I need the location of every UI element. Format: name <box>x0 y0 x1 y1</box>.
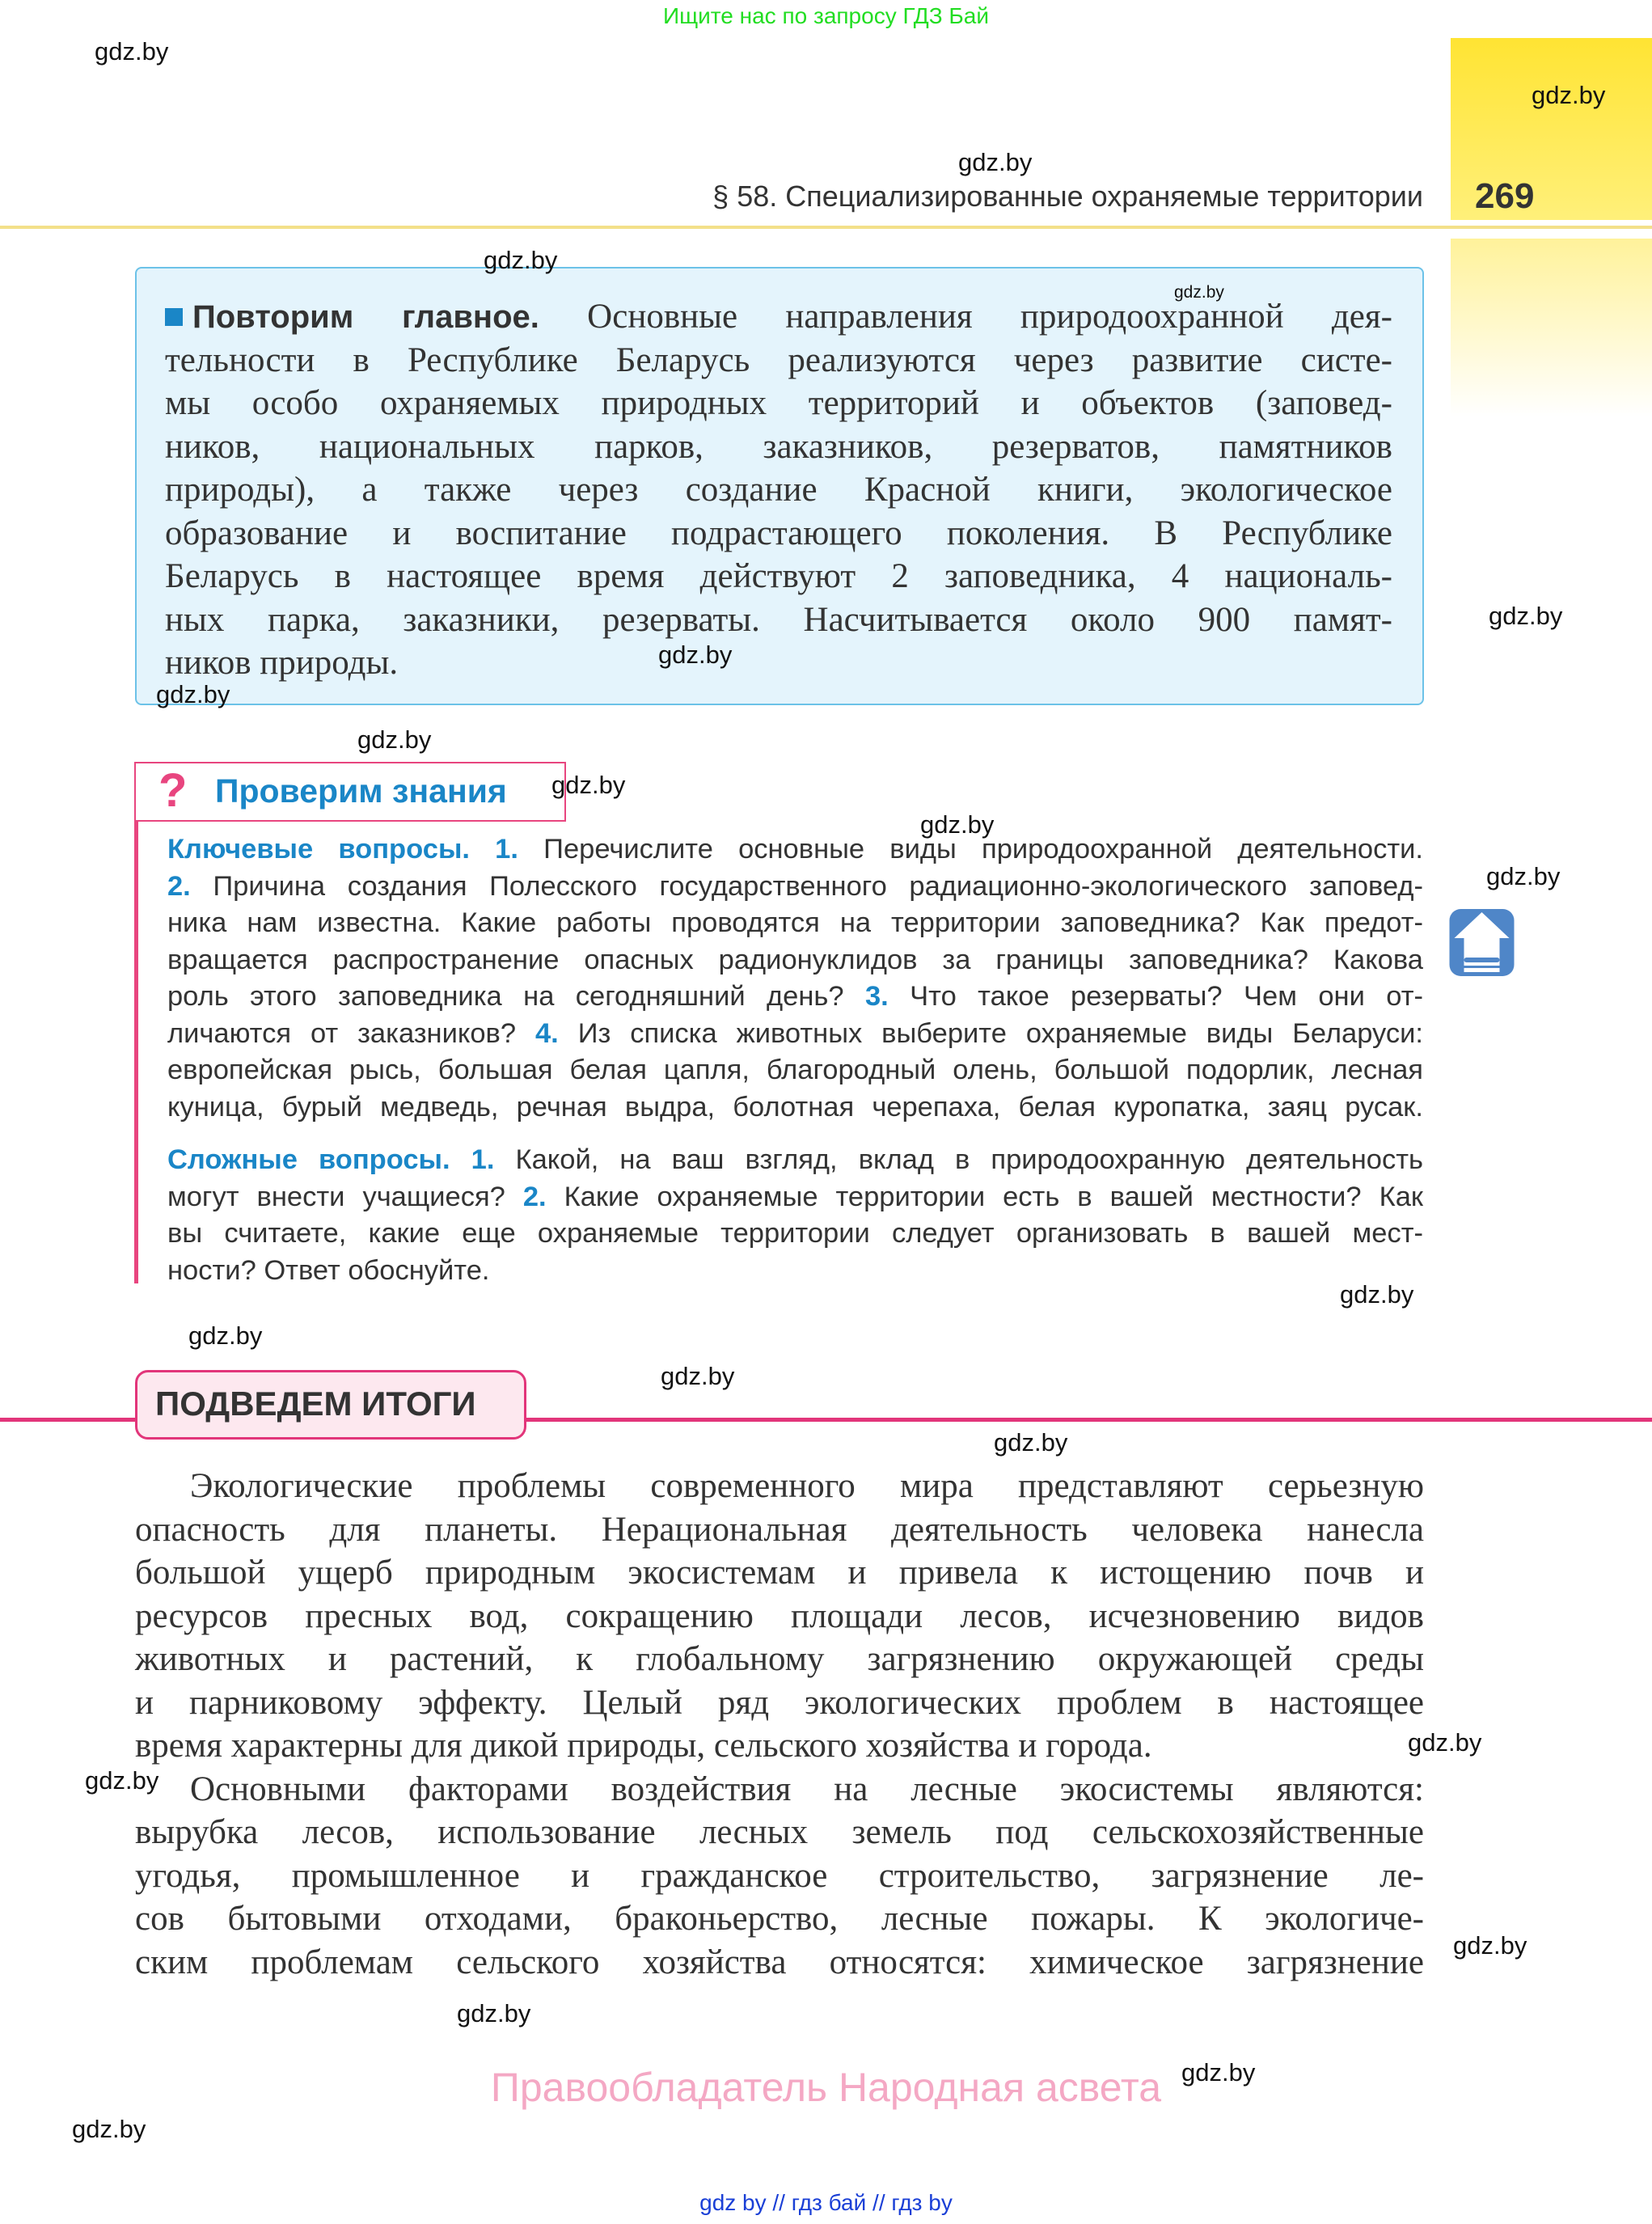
text-line <box>165 643 1392 683</box>
text-line <box>135 1943 1424 1982</box>
question-text: ности? Ответ обоснуйте. <box>167 1254 490 1286</box>
square-bullet-icon <box>165 308 183 326</box>
summary-line: Основными факторами воздействия на лесные экосистемы являются: <box>190 1769 1424 1808</box>
text-line <box>167 1255 1423 1287</box>
text-line <box>135 1596 1424 1636</box>
question-text: вращается распространение опасных радионуклидов за границы заповедника? Какова <box>167 944 1423 975</box>
question-text: вы считаете, какие еще охраняемые территории следует организовать в вашей мест- <box>167 1218 1423 1249</box>
text-line <box>167 1218 1423 1249</box>
text-line <box>167 1092 1423 1123</box>
question-number: Сложные вопросы. 1. <box>167 1144 495 1175</box>
text-line <box>167 1144 1423 1176</box>
summary-title: ПОДВЕДЕМ ИТОГИ <box>155 1385 476 1423</box>
question-text: Что такое резерваты? Чем они от- <box>888 981 1423 1012</box>
watermark: gdz.by <box>551 771 626 799</box>
review-line: образование и воспитание подрастающего поколения. В Республике <box>165 514 1392 552</box>
watermark: gdz.by <box>156 680 230 708</box>
watermark: gdz.by <box>1532 81 1606 109</box>
page-number: 269 <box>1475 176 1535 216</box>
watermark: gdz.by <box>1181 2058 1256 2087</box>
review-line: ников, национальных парков, заказников, резерватов, памятников <box>165 427 1392 466</box>
review-line: Основные направления природоохранной дея- <box>539 298 1392 336</box>
question-text: могут внести учащиеся? <box>167 1181 523 1212</box>
watermark: gdz.by <box>658 641 733 669</box>
summary-line: угодья, промышленное и гражданское строительство, загрязнение ле- <box>135 1856 1424 1895</box>
watermark: gdz.by <box>1408 1728 1482 1757</box>
review-line: мы особо охраняемых природных территорий и объектов (заповед- <box>165 384 1392 422</box>
section-title: § 58. Специализированные охраняемые территории <box>712 180 1423 213</box>
summary-line: Экологические проблемы современного мира представляют серьезную <box>190 1467 1424 1505</box>
text-line <box>165 427 1392 467</box>
text-line <box>165 297 1392 336</box>
question-number: 2. <box>522 1181 547 1212</box>
watermark: gdz.by <box>1453 1931 1527 1960</box>
watermark: gdz.by <box>1174 283 1224 302</box>
questions-bar <box>134 762 138 1283</box>
summary-line: животных и растений, к глобальному загрязнению окружающей среды <box>135 1640 1424 1678</box>
text-line <box>165 470 1392 509</box>
question-text: куница, бурый медведь, речная выдра, болотная черепаха, белая куропатка, заяц русак. <box>167 1091 1423 1123</box>
text-line <box>165 514 1392 553</box>
text-line <box>190 1769 1424 1809</box>
question-number: Ключевые вопросы. 1. <box>167 834 518 865</box>
text-line <box>167 1182 1423 1213</box>
summary-line: опасность для планеты. Нерациональная деятельность человека нанесла <box>135 1510 1424 1549</box>
watermark: gdz.by <box>1340 1280 1414 1309</box>
review-line: природы), а также через создание Красной книги, экологическое <box>165 471 1392 509</box>
question-number: 4. <box>535 1017 559 1049</box>
text-line <box>135 1899 1424 1939</box>
text-line <box>167 1018 1423 1050</box>
watermark: gdz.by <box>357 725 432 754</box>
watermark: gdz.by <box>661 1362 735 1390</box>
copyright-notice: Правообладатель Народная асвета <box>490 2065 1162 2110</box>
question-text: Причина создания Полесского государственного радиационно-экологического заповед- <box>190 870 1423 902</box>
footer-links[interactable]: gdz by // гдз бай // гдз by <box>699 2190 953 2215</box>
review-line: тельности в Республике Беларусь реализуются через развитие систе- <box>165 340 1392 379</box>
question-text: Из списка животных выберите охраняемые виды Беларуси: <box>558 1017 1424 1049</box>
watermark: gdz.by <box>188 1321 263 1350</box>
text-line <box>135 1683 1424 1723</box>
text-line <box>135 1726 1424 1765</box>
home-icon[interactable] <box>1449 909 1515 976</box>
text-line <box>190 1466 1424 1506</box>
watermark: gdz.by <box>920 810 995 839</box>
watermark: gdz.by <box>72 2115 146 2143</box>
summary-line: ским проблемам сельского хозяйства относятся: химическое загрязнение <box>135 1943 1424 1981</box>
text-line <box>165 556 1392 596</box>
text-line <box>165 383 1392 423</box>
watermark: gdz.by <box>958 148 1033 176</box>
text-line <box>165 600 1392 640</box>
watermark: gdz.by <box>1486 862 1561 890</box>
summary-line: ресурсов пресных вод, сокращению площади лесов, исчезновению видов <box>135 1596 1424 1635</box>
question-text: личаются от заказников? <box>167 1017 535 1049</box>
summary-line: время характерны для дикой природы, сельского хозяйства и города. <box>135 1727 1152 1765</box>
question-text: европейская рысь, большая белая цапля, благородный олень, большой подорлик, лесная <box>167 1055 1423 1085</box>
summary-line: и парниковому эффекту. Целый ряд экологических проблем в настоящее <box>135 1683 1424 1722</box>
question-text: Какие охраняемые территории есть в вашей местности? Как <box>546 1181 1423 1212</box>
question-text: Какой, на ваш взгляд, вклад в природоохранную деятельность <box>494 1144 1424 1175</box>
text-line <box>167 981 1423 1013</box>
text-line <box>167 945 1423 976</box>
text-line <box>167 907 1423 939</box>
text-line <box>167 1055 1423 1086</box>
text-line <box>165 340 1392 380</box>
top-banner: Ищите нас по запросу ГДЗ Бай <box>662 3 990 28</box>
summary-line: большой ущерб природным экосистемам и привела к истощению почв и <box>135 1554 1424 1592</box>
watermark: gdz.by <box>95 37 169 66</box>
text-line <box>135 1812 1424 1852</box>
question-text: ника нам известна. Какие работы проводятся на территории заповедника? Как предот- <box>167 907 1423 938</box>
watermark: gdz.by <box>1489 602 1563 630</box>
watermark: gdz.by <box>994 1428 1068 1457</box>
text-line <box>135 1510 1424 1550</box>
question-text: роль этого заповедника на сегодняшний день? <box>167 981 865 1012</box>
watermark: gdz.by <box>457 1999 531 2027</box>
summary-line: вырубка лесов, использование лесных земель под сельскохозяйственные <box>135 1813 1424 1851</box>
page-tab-fade <box>1451 239 1652 416</box>
review-heading: Повторим главное. <box>192 299 539 335</box>
questions-title: Проверим знания <box>215 772 507 810</box>
review-line: ных парка, заказники, резерваты. Насчитывается около 900 памят- <box>165 600 1392 639</box>
summary-line: сов бытовыми отходами, браконьерство, лесные пожары. К экологиче- <box>135 1900 1424 1938</box>
text-line <box>135 1856 1424 1896</box>
watermark: gdz.by <box>85 1766 159 1795</box>
review-line: ников природы. <box>165 644 399 682</box>
question-text: Перечислите основные виды природоохранной деятельности. <box>518 834 1423 865</box>
header-divider <box>0 226 1652 229</box>
text-line <box>135 1553 1424 1592</box>
question-number: 2. <box>167 870 191 902</box>
watermark: gdz.by <box>484 246 558 274</box>
text-line <box>135 1639 1424 1679</box>
text-line <box>167 834 1423 865</box>
review-line: Беларусь в настоящее время действуют 2 заповедника, 4 националь- <box>165 557 1392 595</box>
text-line <box>167 871 1423 903</box>
question-mark-icon: ? <box>158 764 188 817</box>
question-number: 3. <box>864 981 889 1012</box>
